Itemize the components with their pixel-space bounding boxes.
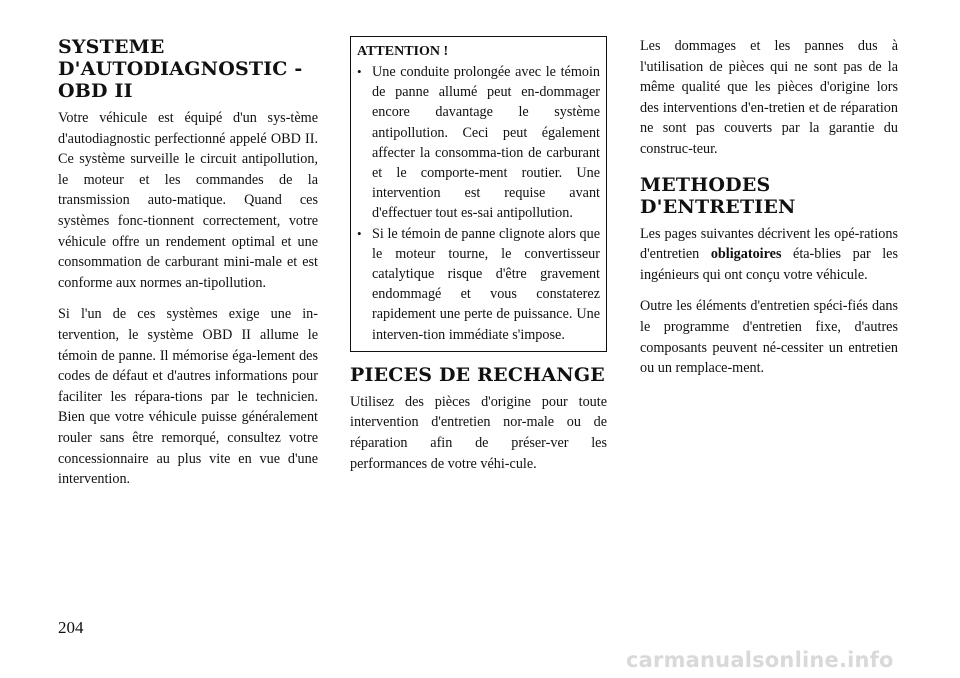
watermark: carmanualsonline.info	[626, 648, 894, 672]
paragraph-maintenance-methods	[640, 224, 898, 286]
paragraph-maintenance-text-end: éta-blies par les ingénieurs qui ont conçu votre véhicule.	[640, 246, 899, 283]
warning-box	[350, 36, 607, 352]
paragraph-spare-parts: Utilisez des pièces d'origine pour toute intervention d'entretien nor-male ou de réparation afin de préser-ver les performances de votre véhi-cule.	[350, 393, 607, 472]
page-number: 204	[58, 618, 84, 637]
column-2	[350, 36, 607, 485]
bullet-icon: •	[357, 225, 362, 241]
warning-item	[357, 224, 600, 345]
column-3	[640, 36, 898, 390]
warning-title: ATTENTION !	[357, 44, 449, 59]
section-heading-spare-parts: PIECES DE RECHANGE	[350, 363, 605, 386]
warning-item-text: Une conduite prolongée avec le témoin de panne allumé peut en-dommager encore davantage le système antipollution. Ceci peut également affecter la consomma-tion de carburant et le comporte-ment routier. Une intervention est requise avant d'effectuer tout es-sai antipollution.	[372, 64, 600, 222]
column-1	[58, 36, 318, 501]
warning-list	[357, 62, 600, 345]
paragraph-warranty: Les dommages et les pannes dus à l'utilisation de pièces qui ne sont pas de la même qualité que les pièces d'origine lors des interventions d'en-tretien et de réparation ne sont pas couverts par la garantie du construc-teur.	[640, 38, 898, 157]
paragraph-obd-fault: Si l'un de ces systèmes exige une in-tervention, le système OBD II allume le témoin de panne. Il mémorise éga-lement des codes de défaut et d'autres informations pour faciliter les répara-tions par le technicien. Bien que votre véhicule puisse généralement rouler sans être remorqué, consultez votre concessionnaire au plus vite en vue d'une intervention.	[58, 306, 318, 488]
bullet-icon: •	[357, 64, 362, 79]
warning-item-text: Si le témoin de panne clignote alors que le moteur tourne, le convertisseur catalytique risque d'être gravement endommagé et vous constaterez rapidement une perte de puissance. Une interven-tion immédiate s'impose.	[372, 225, 600, 343]
section-heading-maintenance: METHODES D'ENTRETIEN	[640, 173, 796, 218]
paragraph-other-components: Outre les éléments d'entretien spéci-fiés dans le programme d'entretien fixe, d'autres composants peuvent né-cessiter un entretien ou un remplace-ment.	[640, 298, 898, 377]
warning-item	[357, 62, 600, 224]
paragraph-maintenance-text-start: Les pages suivantes décrivent les opé-rations d'entretien	[640, 225, 898, 263]
section-heading-obd: SYSTEME D'AUTODIAGNOSTIC - OBD II	[58, 36, 303, 102]
paragraph-obd-intro: Votre véhicule est équipé d'un sys-tème d'autodiagnostic perfectionné appelé OBD II. Ce système surveille le circuit antipollution, le moteur et les commandes de la transmission auto-matique. Quand ces systèmes fonc-tionnent correctement, votre véhicule offre un rendement optimal et une consommation de carburant mini-male et est conforme aux normes an-tipollution.	[58, 110, 318, 291]
obligatoires-emphasis: obligatoires	[710, 246, 782, 263]
